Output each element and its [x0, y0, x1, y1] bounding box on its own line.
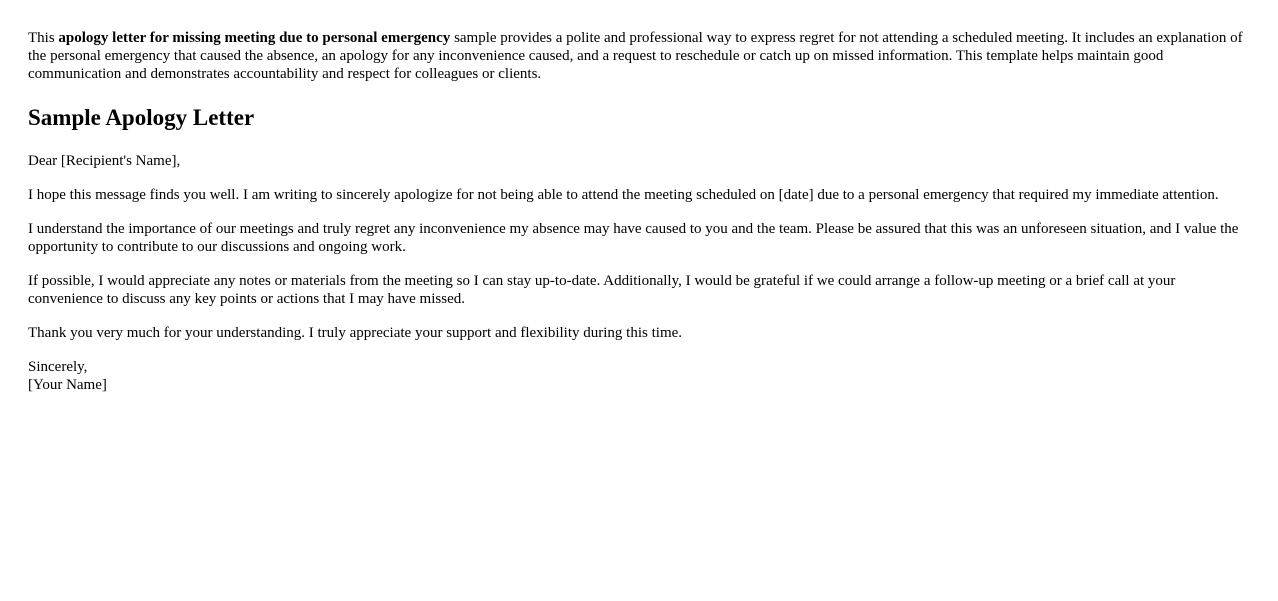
letter-signoff — [28, 358, 1250, 394]
letter-paragraph-3: If possible, I would appreciate any notes or materials from the meeting so I can stay up-to-date. Additionally, I would be grateful if we could arrange a follow-up meeting or a brief call at your convenience to discuss any key points or actions that I may have missed. — [28, 273, 1176, 307]
letter-closing: Sincerely, — [28, 359, 88, 375]
letter-signature: [Your Name] — [28, 377, 107, 393]
intro-paragraph — [28, 29, 1250, 83]
letter-paragraph-2: I understand the importance of our meetings and truly regret any inconvenience my absence may have caused to you and the team. Please be assured that this was an unforeseen situation, and I value the opportunity to contribute to our discussions and ongoing work. — [28, 221, 1239, 255]
intro-bold-phrase: apology letter for missing meeting due to personal emergency — [58, 30, 451, 46]
intro-prefix: This — [28, 30, 59, 46]
letter-paragraph-4: Thank you very much for your understanding. I truly appreciate your support and flexibility during this time. — [28, 325, 683, 341]
letter-heading: Sample Apology Letter — [28, 105, 255, 130]
letter-paragraph-1: I hope this message finds you well. I am writing to sincerely apologize for not being able to attend the meeting scheduled on [date] due to a personal emergency that required my immediate attention. — [28, 187, 1219, 203]
intro-suffix: sample provides a polite and professional way to express regret for not attending a scheduled meeting. It includes an explanation of the personal emergency that caused the absence, an apology for any inconvenience caused, and a request to reschedule or catch up on missed information. This template helps maintain good communication and demonstrates accountability and respect for colleagues or clients. — [28, 30, 1243, 82]
letter-salutation: Dear [Recipient's Name], — [28, 153, 181, 169]
